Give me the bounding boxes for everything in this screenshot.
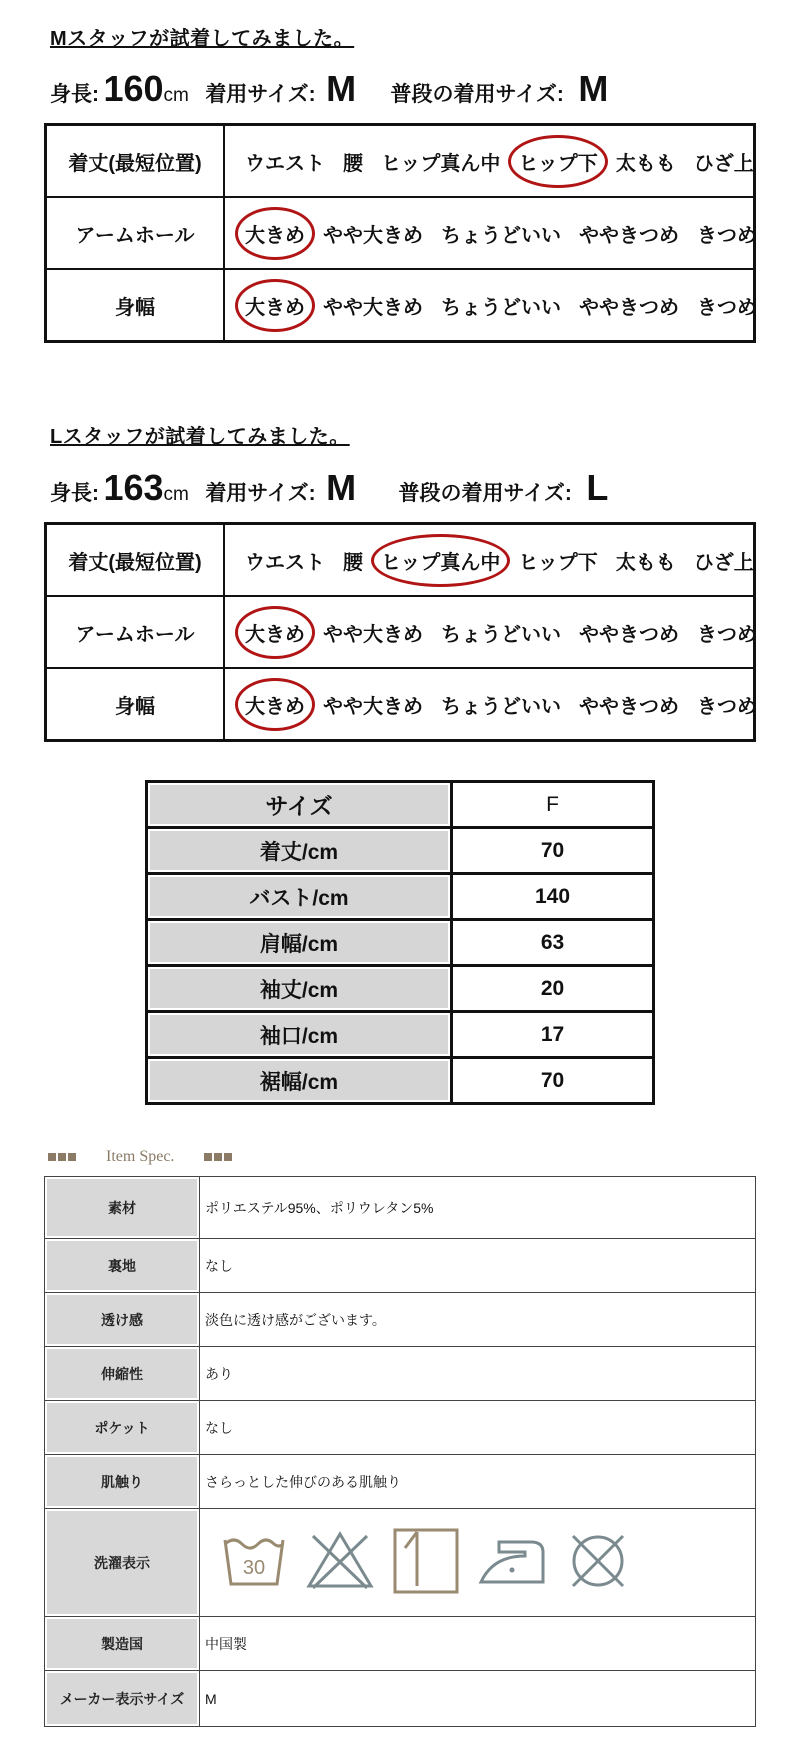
fit-option: ひざ上 xyxy=(693,551,754,574)
size-value: 140 xyxy=(452,874,654,920)
fit-row xyxy=(46,197,755,269)
height-label: 身長: xyxy=(50,83,99,106)
spec-square-icon xyxy=(214,1153,222,1161)
fit-option: ややきつめ xyxy=(579,695,679,718)
size-row xyxy=(147,1058,654,1104)
staff-m-stats xyxy=(50,68,608,110)
size-label: 袖丈/cm xyxy=(147,966,452,1012)
size-value: 70 xyxy=(452,1058,654,1104)
spec-row xyxy=(45,1617,756,1671)
fit-option-selected: ヒップ下 xyxy=(516,147,599,176)
usual-size-label: 普段の着用サイズ: xyxy=(390,83,564,106)
spec-row xyxy=(45,1293,756,1347)
fit-option: ヒップ真ん中 xyxy=(381,152,501,175)
fit-option: ちょうどいい xyxy=(441,623,561,646)
fit-option: きつめ xyxy=(697,296,757,319)
spec-value: なし xyxy=(200,1239,756,1293)
wear-size-label: 着用サイズ: xyxy=(205,482,316,505)
size-value: 63 xyxy=(452,920,654,966)
fit-option-selected: ヒップ真ん中 xyxy=(379,546,502,575)
usual-size-label: 普段の着用サイズ: xyxy=(398,482,572,505)
spec-value: さらっとした伸びのある肌触り xyxy=(200,1455,756,1509)
fit-option: ウエスト xyxy=(245,551,325,574)
line-dry-icon xyxy=(391,1526,461,1596)
spec-row xyxy=(45,1671,756,1727)
care-symbols xyxy=(200,1509,756,1617)
height-unit: cm xyxy=(163,85,189,106)
wear-size-label: 着用サイズ: xyxy=(205,83,316,106)
spec-row xyxy=(45,1177,756,1239)
fit-option: ちょうどいい xyxy=(441,296,561,319)
spec-row xyxy=(45,1509,756,1617)
staff-m-title: Mスタッフが試着してみました。 xyxy=(50,28,355,50)
size-value: 70 xyxy=(452,828,654,874)
fit-option-selected: 大きめ xyxy=(243,219,307,248)
fit-option: 腰 xyxy=(343,152,363,175)
spec-label: メーカー表示サイズ xyxy=(45,1671,200,1727)
spec-square-icon xyxy=(48,1153,56,1161)
wash-temp-label: 30 xyxy=(242,1557,266,1579)
fit-row xyxy=(46,668,755,741)
fit-option: ひざ上 xyxy=(693,152,754,175)
item-spec-heading xyxy=(48,1148,234,1166)
spec-row xyxy=(45,1401,756,1455)
spec-value: 淡色に透け感がございます。 xyxy=(200,1293,756,1347)
spec-square-icon xyxy=(204,1153,212,1161)
fit-option: 太もも xyxy=(615,152,676,175)
fit-row xyxy=(46,524,755,597)
height-value: 160 xyxy=(103,68,164,109)
fit-row-options xyxy=(224,596,755,668)
size-value: 17 xyxy=(452,1012,654,1058)
size-value: 20 xyxy=(452,966,654,1012)
fit-option: 腰 xyxy=(343,551,363,574)
staff-l-stats xyxy=(50,467,608,509)
fit-option: きつめ xyxy=(697,224,757,247)
fit-option: やや大きめ xyxy=(323,623,423,646)
size-header-row xyxy=(147,782,654,828)
spec-label: ポケット xyxy=(45,1401,200,1455)
spec-square-icon xyxy=(224,1153,232,1161)
size-table xyxy=(145,780,655,1105)
spec-label: 裏地 xyxy=(45,1239,200,1293)
fit-row-options xyxy=(224,269,755,342)
care-icon-list xyxy=(205,1526,633,1596)
height-value: 163 xyxy=(103,467,164,508)
size-row xyxy=(147,966,654,1012)
wear-size-value: M xyxy=(326,68,357,109)
spec-label: 伸縮性 xyxy=(45,1347,200,1401)
fit-row xyxy=(46,125,755,198)
fit-row-options xyxy=(224,125,755,198)
fit-option: きつめ xyxy=(697,623,757,646)
size-row xyxy=(147,874,654,920)
spec-label: 素材 xyxy=(45,1177,200,1239)
wear-size-value: M xyxy=(326,467,357,508)
spec-square-icon xyxy=(58,1153,66,1161)
fit-option-selected: 大きめ xyxy=(243,618,307,647)
size-row xyxy=(147,1012,654,1058)
iron-low-icon xyxy=(477,1526,547,1596)
item-spec-table xyxy=(44,1176,756,1727)
spec-label: 製造国 xyxy=(45,1617,200,1671)
height-unit: cm xyxy=(163,484,189,505)
fit-row-header: 身幅 xyxy=(46,668,225,741)
spec-label: 透け感 xyxy=(45,1293,200,1347)
wash-30-icon xyxy=(219,1526,289,1596)
fit-option: ちょうどいい xyxy=(441,224,561,247)
fit-option: 太もも xyxy=(615,551,676,574)
size-label: 着丈/cm xyxy=(147,828,452,874)
fit-row-options xyxy=(224,668,755,741)
fit-option: やや大きめ xyxy=(323,224,423,247)
fit-row-header: アームホール xyxy=(46,596,225,668)
size-label: 袖口/cm xyxy=(147,1012,452,1058)
height-label: 身長: xyxy=(50,482,99,505)
no-tumble-dry-icon xyxy=(563,1526,633,1596)
spec-square-icon xyxy=(68,1153,76,1161)
size-row xyxy=(147,920,654,966)
fit-option: やや大きめ xyxy=(323,695,423,718)
spec-value: 中国製 xyxy=(200,1617,756,1671)
spec-value: M xyxy=(200,1671,756,1727)
item-spec-title: Item Spec. xyxy=(106,1148,175,1165)
fit-row xyxy=(46,596,755,668)
fit-row-header: 身幅 xyxy=(46,269,225,342)
no-bleach-icon xyxy=(305,1526,375,1596)
fit-option: ややきつめ xyxy=(579,296,679,319)
fit-row-options xyxy=(224,197,755,269)
fit-row-options xyxy=(224,524,755,597)
staff-m-fit-table xyxy=(44,123,756,343)
spec-value: なし xyxy=(200,1401,756,1455)
size-row xyxy=(147,828,654,874)
size-label: 裾幅/cm xyxy=(147,1058,452,1104)
spec-label: 肌触り xyxy=(45,1455,200,1509)
fit-option: ややきつめ xyxy=(579,623,679,646)
fit-row-header: 着丈(最短位置) xyxy=(46,524,225,597)
fit-option: ちょうどいい xyxy=(441,695,561,718)
fit-row-header: アームホール xyxy=(46,197,225,269)
spec-row xyxy=(45,1455,756,1509)
spec-value: ポリエステル95%、ポリウレタン5% xyxy=(200,1177,756,1239)
fit-option: きつめ xyxy=(697,695,757,718)
usual-size-value: L xyxy=(586,467,609,508)
fit-option-selected: 大きめ xyxy=(243,690,307,719)
fit-option: ややきつめ xyxy=(579,224,679,247)
spec-label: 洗濯表示 xyxy=(45,1509,200,1617)
size-label: バスト/cm xyxy=(147,874,452,920)
spec-row xyxy=(45,1239,756,1293)
fit-option: ウエスト xyxy=(245,152,325,175)
staff-l-title: Lスタッフが試着してみました。 xyxy=(50,426,350,448)
fit-option: ヒップ下 xyxy=(518,551,598,574)
fit-row xyxy=(46,269,755,342)
fit-row-header: 着丈(最短位置) xyxy=(46,125,225,198)
fit-option-selected: 大きめ xyxy=(243,291,307,320)
usual-size-value: M xyxy=(578,68,609,109)
size-label: 肩幅/cm xyxy=(147,920,452,966)
fit-option: やや大きめ xyxy=(323,296,423,319)
staff-l-fit-table xyxy=(44,522,756,742)
spec-value: あり xyxy=(200,1347,756,1401)
size-header-label: サイズ xyxy=(147,782,452,828)
spec-row xyxy=(45,1347,756,1401)
size-header-value: F xyxy=(452,782,654,828)
